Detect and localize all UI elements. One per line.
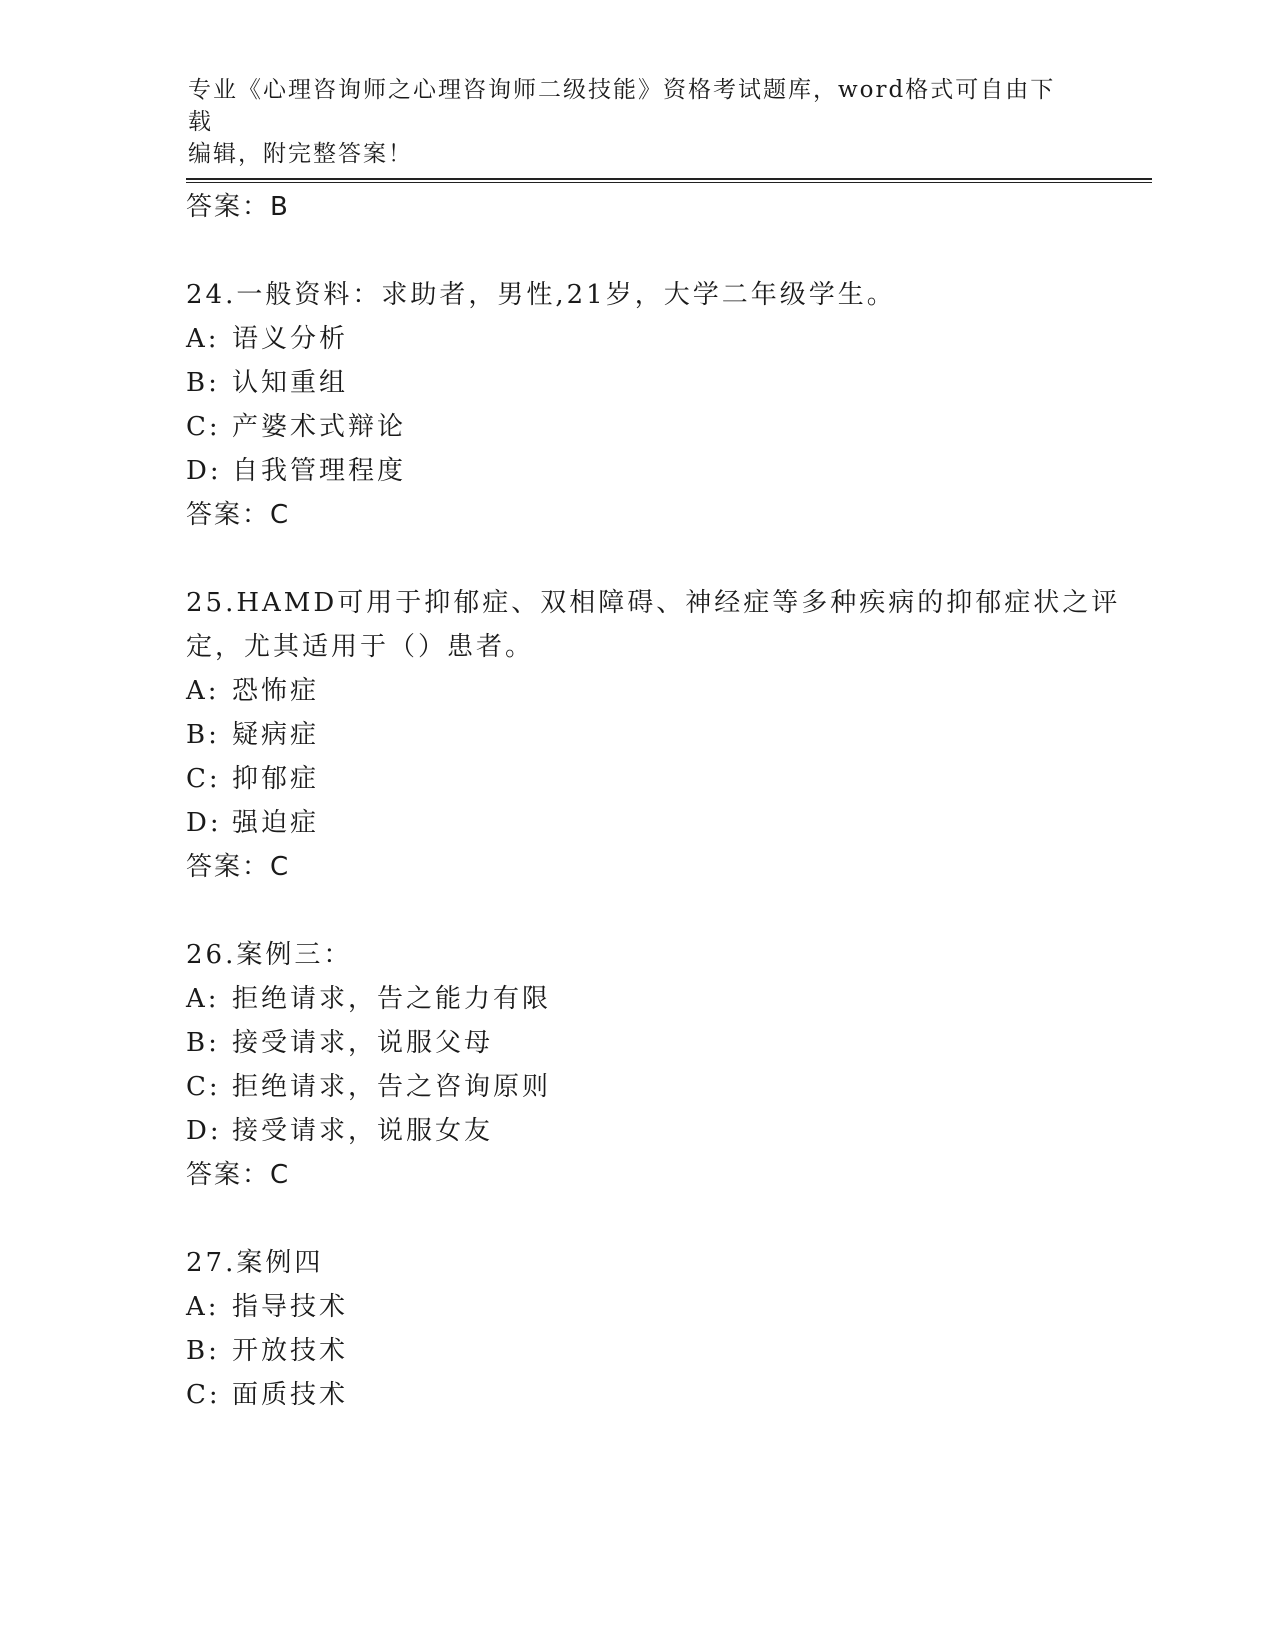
question-stem: 27.案例四 [186,1248,324,1278]
option-item [186,410,406,444]
option-letter: C: [186,1380,221,1410]
option-item [186,454,406,488]
option-item [186,806,319,840]
option-item [186,366,348,400]
option-text: 抑郁症 [232,764,320,794]
question-stem: 24.一般资料：求助者，男性,21岁，大学二年级学生。 [186,280,896,310]
option-letter: C: [186,412,221,442]
document-header [188,74,1068,170]
option-item [186,322,348,356]
option-text: 拒绝请求，告之咨询原则 [232,1072,552,1102]
answer-line: 答案：C [186,1160,291,1190]
option-item [186,1114,493,1148]
option-text: 开放技术 [232,1336,349,1366]
option-item [186,1070,551,1104]
option-text: 恐怖症 [232,676,320,706]
option-text: 认知重组 [232,368,349,398]
option-letter: D: [186,1116,222,1146]
option-letter: C: [186,1072,221,1102]
option-item [186,674,319,708]
option-letter: A: [186,984,220,1014]
previous-answer: 答案：B [186,192,290,222]
option-text: 产婆术式辩论 [232,412,407,442]
option-letter: C: [186,764,221,794]
option-letter: D: [186,456,222,486]
option-text: 自我管理程度 [232,456,407,486]
question-stem: 25.HAMD可用于抑郁症、双相障碍、神经症等多种疾病的抑郁症状之评 [186,588,1121,618]
option-letter: D: [186,808,222,838]
option-text: 拒绝请求，告之能力有限 [232,984,552,1014]
option-text: 面质技术 [232,1380,349,1410]
option-item [186,1378,348,1412]
option-item [186,982,551,1016]
answer-line: 答案：C [186,852,291,882]
option-text: 接受请求，说服女友 [232,1116,494,1146]
option-item [186,762,319,796]
option-text: 强迫症 [232,808,320,838]
option-text: 指导技术 [232,1292,349,1322]
option-text: 接受请求，说服父母 [232,1028,494,1058]
answer-line: 答案：C [186,500,291,530]
option-letter: B: [186,720,220,750]
header-rule-thick [186,178,1152,180]
header-line-1: 专业《心理咨询师之心理咨询师二级技能》资格考试题库，word格式可自由下载 [188,77,1056,135]
option-item [186,718,319,752]
option-letter: B: [186,368,220,398]
option-item [186,1290,348,1324]
option-text: 语义分析 [232,324,349,354]
option-item [186,1334,348,1368]
header-line-2: 编辑，附完整答案！ [188,141,413,167]
option-text: 疑病症 [232,720,320,750]
option-letter: A: [186,324,220,354]
option-item [186,1026,493,1060]
option-letter: B: [186,1028,220,1058]
option-letter: A: [186,676,220,706]
option-letter: B: [186,1336,220,1366]
header-rule-thin [186,182,1152,183]
option-letter: A: [186,1292,220,1322]
question-stem-continued: 定，尤其适用于（）患者。 [186,632,535,662]
question-stem: 26.案例三： [186,940,353,970]
